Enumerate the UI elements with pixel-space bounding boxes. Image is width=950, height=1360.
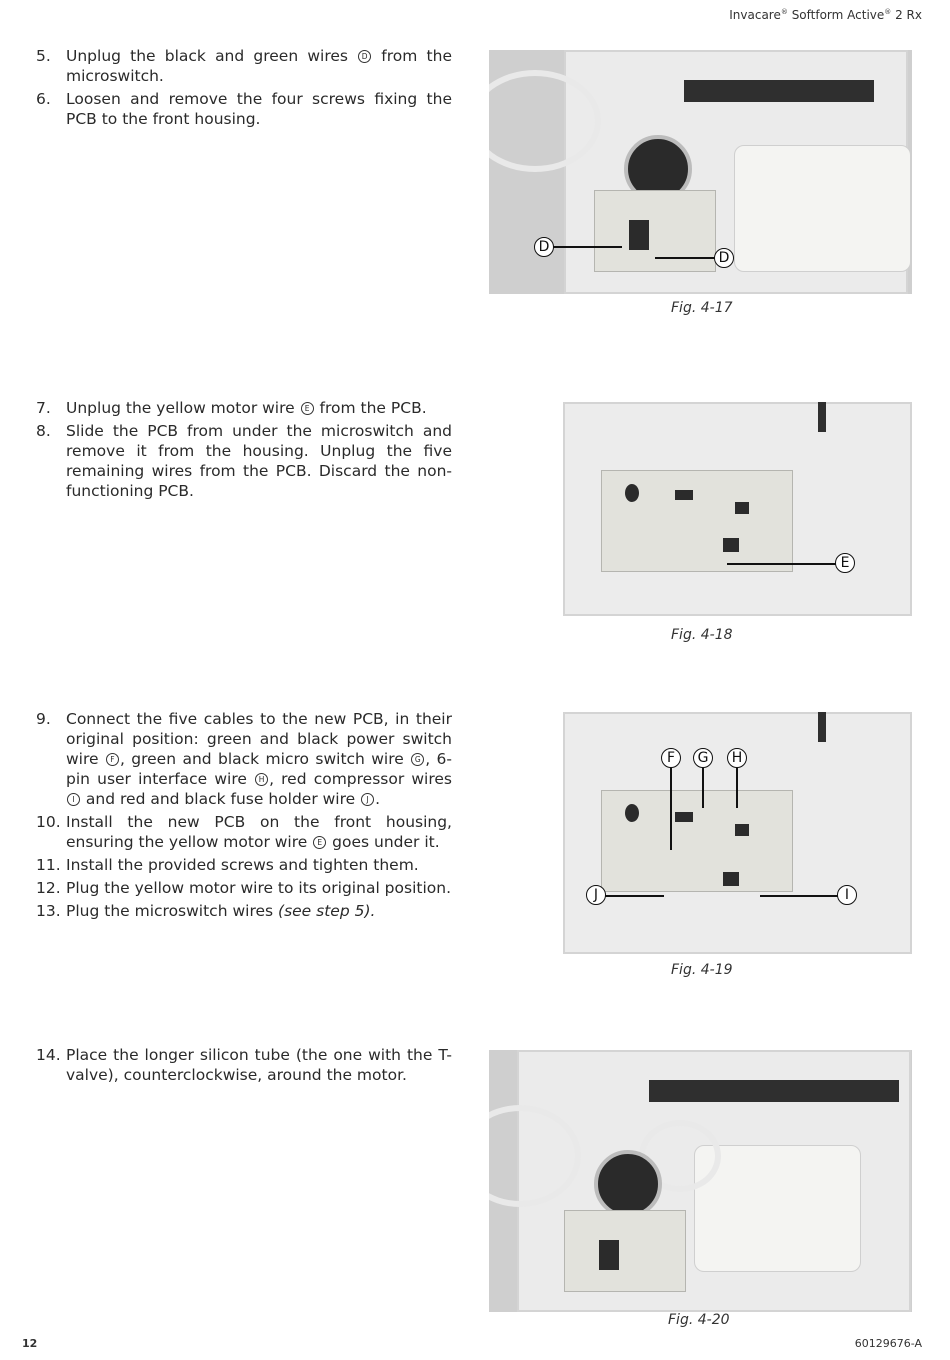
figure-4-20-photo <box>489 1050 912 1312</box>
callout-j: J <box>586 885 606 905</box>
callout-h: H <box>727 748 747 768</box>
ic-chip <box>675 490 693 500</box>
capacitor <box>625 804 639 822</box>
callout-ref: I <box>67 793 80 806</box>
step-text-note: (see step 5). <box>278 902 376 920</box>
callout-ref: E <box>313 836 326 849</box>
step-11 <box>36 855 452 875</box>
step-list-2 <box>36 398 452 504</box>
step-list-4 <box>36 1045 452 1088</box>
step-number: 8. <box>36 422 51 440</box>
step-list-1 <box>36 46 452 132</box>
leader-line <box>552 246 622 248</box>
step-9 <box>36 709 452 809</box>
leader-line <box>670 768 672 850</box>
step-12 <box>36 878 452 898</box>
step-text-part: Install the new PCB on the front housing, ensuring the yellow motor wire <box>66 813 452 851</box>
product-name: Softform Active <box>791 8 885 22</box>
step-text-part: Unplug the yellow motor wire <box>66 399 300 417</box>
pcb-board <box>594 190 716 272</box>
ic-chip <box>675 812 693 822</box>
step-number: 6. <box>36 90 51 108</box>
step-text: Slide the PCB from under the microswitch and remove it from the housing. Unplug the five remaining wires from the PCB. Discard the non-functioning PCB. <box>66 422 452 500</box>
connector-strip <box>649 1080 899 1102</box>
leader-line <box>655 257 715 259</box>
ic-chip <box>723 872 739 886</box>
step-number: 9. <box>36 710 51 728</box>
motor <box>594 1150 662 1218</box>
step-text-part: , 6-pin user interface wire <box>66 750 452 788</box>
callout-ref: J <box>361 793 374 806</box>
step-13 <box>36 901 452 921</box>
connector-strip <box>684 80 874 102</box>
housing-slot <box>818 402 826 432</box>
step-text <box>66 812 452 852</box>
housing-slot <box>818 712 826 742</box>
step-number: 7. <box>36 399 51 417</box>
figure-caption: Fig. 4-17 <box>671 300 733 316</box>
leader-line <box>727 563 837 565</box>
step-8 <box>36 421 452 501</box>
step-text-part: , red compressor wires <box>269 770 452 788</box>
document-id: 60129676-A <box>854 1337 922 1350</box>
step-text-part: Plug the microswitch wires <box>66 902 279 920</box>
step-text: Loosen and remove the four screws fixing the PCB to the front housing. <box>66 90 452 128</box>
leader-line <box>736 768 738 808</box>
model-name: 2 Rx <box>895 8 922 22</box>
registered-mark: ® <box>780 8 788 16</box>
step-text-part: , green and black micro switch wire <box>119 750 411 768</box>
microswitch <box>599 1240 619 1270</box>
callout-ref: H <box>255 773 268 786</box>
step-text: Place the longer silicon tube (the one with the T-valve), counterclockwise, around the motor. <box>66 1046 452 1084</box>
compressor-box <box>734 145 911 272</box>
page-number: 12 <box>22 1337 38 1350</box>
callout-i: I <box>837 885 857 905</box>
leader-line <box>760 895 838 897</box>
running-header <box>729 8 922 22</box>
step-text-part: . <box>375 790 381 808</box>
figure-caption: Fig. 4-18 <box>671 627 733 643</box>
step-text: Plug the yellow motor wire to its original position. <box>66 879 451 897</box>
ic-chip <box>735 824 749 836</box>
step-text <box>66 46 452 86</box>
step-text-part: and red and black fuse holder wire <box>81 790 361 808</box>
step-text <box>66 901 452 921</box>
microswitch <box>629 220 649 250</box>
callout-ref: E <box>301 402 314 415</box>
leader-line <box>702 768 704 808</box>
step-10 <box>36 812 452 852</box>
ic-chip <box>735 502 749 514</box>
step-text <box>66 709 452 809</box>
capacitor <box>625 484 639 502</box>
step-number: 14. <box>36 1046 61 1064</box>
callout-e: E <box>835 553 855 573</box>
callout-d: D <box>534 237 554 257</box>
step-text-part: from the PCB. <box>314 399 427 417</box>
callout-g: G <box>693 748 713 768</box>
step-7 <box>36 398 452 418</box>
ic-chip <box>723 538 739 552</box>
leader-line <box>604 895 664 897</box>
step-text: Install the provided screws and tighten them. <box>66 856 419 874</box>
figure-caption: Fig. 4-20 <box>668 1312 730 1328</box>
step-number: 12. <box>36 879 61 897</box>
step-14 <box>36 1045 452 1085</box>
step-number: 5. <box>36 47 51 65</box>
step-text-part: Connect the five cables to the new PCB, in their original position: green and black power switch wire <box>66 710 452 768</box>
step-list-3 <box>36 709 452 924</box>
figure-4-18-photo <box>563 402 912 616</box>
step-text-part: from the microswitch. <box>66 47 452 85</box>
step-5 <box>36 46 452 86</box>
registered-mark: ® <box>884 8 892 16</box>
callout-ref: G <box>411 753 424 766</box>
callout-f: F <box>661 748 681 768</box>
step-6 <box>36 89 452 129</box>
step-text <box>66 398 452 418</box>
step-number: 13. <box>36 902 61 920</box>
step-text-part: goes under it. <box>327 833 440 851</box>
brand-name: Invacare <box>729 8 781 22</box>
callout-d: D <box>714 248 734 268</box>
callout-ref: F <box>106 753 119 766</box>
callout-ref: D <box>358 50 371 63</box>
step-text-part: Unplug the black and green wires <box>66 47 358 65</box>
pcb-board <box>564 1210 686 1292</box>
figure-caption: Fig. 4-19 <box>671 962 733 978</box>
step-number: 11. <box>36 856 61 874</box>
step-number: 10. <box>36 813 61 831</box>
